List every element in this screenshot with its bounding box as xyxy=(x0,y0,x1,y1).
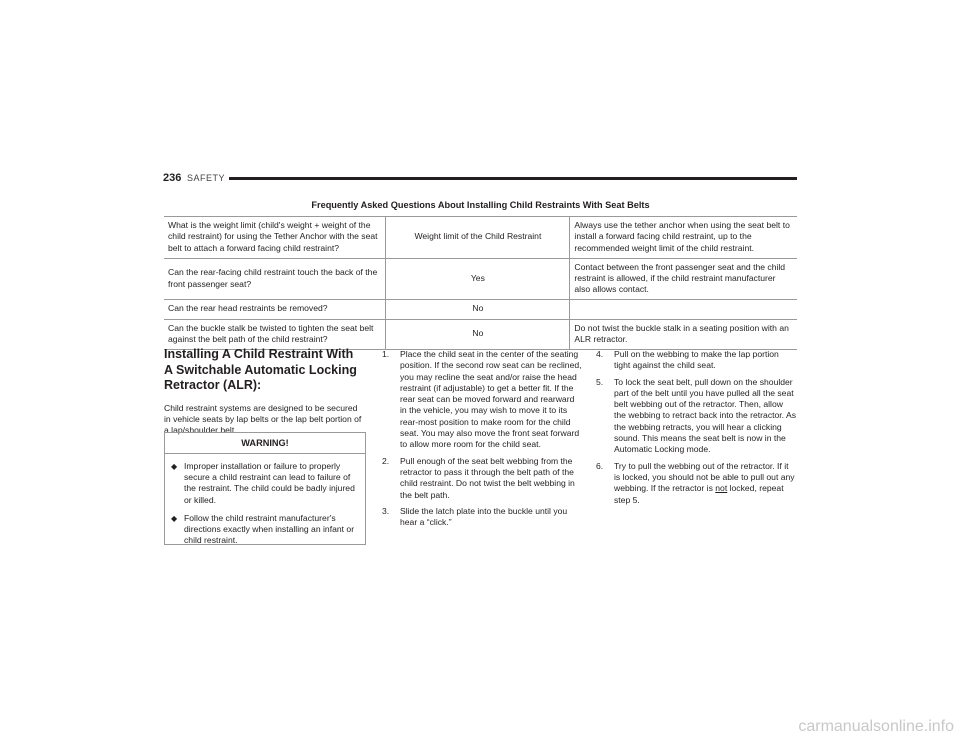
warning-title: WARNING! xyxy=(165,433,365,454)
step-text: Pull on the webbing to make the lap portion tight against the child seat. xyxy=(614,349,779,371)
steps-column-3 xyxy=(596,349,796,511)
list-item xyxy=(382,506,582,529)
table-row xyxy=(164,217,797,259)
step-text-part: locked, repeat step 5. xyxy=(614,483,784,505)
list-item xyxy=(596,377,796,456)
warning-item xyxy=(171,461,359,506)
steps-column-2 xyxy=(382,349,582,533)
step-text-part: Try to pull the webbing out of the retractor. If it is locked, you should not be able to pull out any webbing. If the retractor is xyxy=(614,460,795,494)
faq-question: Can the buckle stalk be twisted to tighten the seat belt against the belt path of the child restraint? xyxy=(164,319,386,349)
header-rule xyxy=(229,177,797,180)
page-number: 236 xyxy=(163,172,182,184)
faq-question: Can the rear head restraints be removed? xyxy=(164,300,386,319)
step-text: Slide the latch plate into the buckle until you hear a “click.” xyxy=(400,505,568,528)
table-row xyxy=(164,300,797,319)
faq-answer: Weight limit of the Child Restraint xyxy=(386,217,570,259)
table-row xyxy=(164,319,797,349)
section-intro: Child restraint systems are designed to be secured in vehicle seats by lap belts or the lap belt portion of a lap/shoulder belt. xyxy=(164,402,362,436)
table-row xyxy=(164,258,797,300)
step-text-underlined: not xyxy=(715,483,728,494)
watermark: carmanualsonline.info xyxy=(798,718,954,735)
step-text xyxy=(614,461,795,505)
step-text: To lock the seat belt, pull down on the shoulder part of the belt until you have pulled all the seat belt webbing out of the retractor. Then, allow the webbing to retract back into the retractor. As the webbing retracts, you will hear a clicking sound. This means the seat belt is now in the Automatic Locking mode. xyxy=(614,376,796,455)
faq-answer: Yes xyxy=(386,258,570,300)
step-number: 3. xyxy=(382,505,390,516)
step-text: Place the child seat in the center of the seating position. If the second row seat can be reclined, you may recline the seat and/or raise the head restraint (if adjustable) to get a better fit. If the rear seat can be moved forward and rearward in the vehicle, you may wish to move it to its rear-most position to make room for the child seat. You may also move the front seat forward to allow more room for the child seat. xyxy=(400,349,582,450)
step-number: 6. xyxy=(596,460,604,471)
step-text: Pull enough of the seat belt webbing from the retractor to pass it through the belt path of the child restraint. Do not twist the belt webbing in the belt path. xyxy=(400,455,575,500)
faq-note xyxy=(570,300,797,319)
step-number: 5. xyxy=(596,376,604,387)
step-number: 1. xyxy=(382,349,390,359)
faq-table-title: Frequently Asked Questions About Installing Child Restraints With Seat Belts xyxy=(164,196,797,217)
warning-box xyxy=(164,432,366,545)
list-item xyxy=(382,456,582,501)
warning-item-text: Follow the child restraint manufacturer's directions exactly when installing an infant or child restraint. xyxy=(184,512,355,546)
faq-answer: No xyxy=(386,319,570,349)
faq-note: Do not twist the buckle stalk in a seating position with an ALR retractor. xyxy=(570,319,797,349)
bullet-diamond-icon: ◆ xyxy=(171,462,178,471)
bullet-diamond-icon: ◆ xyxy=(171,513,178,523)
list-item xyxy=(382,349,582,451)
list-item xyxy=(596,349,796,372)
section-heading: Installing A Child Restraint With A Switchable Automatic Locking Retractor (ALR): xyxy=(164,347,357,392)
step-number: 4. xyxy=(596,349,604,359)
warning-item xyxy=(171,513,359,547)
faq-question: What is the weight limit (child's weight + weight of the child restraint) for using the Tether Anchor with the seat belt to attach a forward facing child restraint? xyxy=(164,217,386,259)
faq-answer: No xyxy=(386,300,570,319)
page-header xyxy=(163,171,797,185)
section-label: SAFETY xyxy=(187,173,226,183)
alr-section xyxy=(164,347,364,437)
faq-note: Always use the tether anchor when using the seat belt to install a forward facing child restraint, up to the recommended weight limit of the child restraint. xyxy=(570,217,797,259)
step-number: 2. xyxy=(382,455,390,466)
faq-table xyxy=(164,196,797,350)
warning-item-text: Improper installation or failure to properly secure a child restraint can lead to failure of the restraint. The child could be badly injured or killed. xyxy=(184,461,355,505)
faq-table-header-row xyxy=(164,196,797,217)
faq-note: Contact between the front passenger seat and the child restraint is allowed, if the child restraint manufacturer also allows contact. xyxy=(570,258,797,300)
faq-question: Can the rear-facing child restraint touch the back of the front passenger seat? xyxy=(164,258,386,300)
list-item xyxy=(596,461,796,506)
